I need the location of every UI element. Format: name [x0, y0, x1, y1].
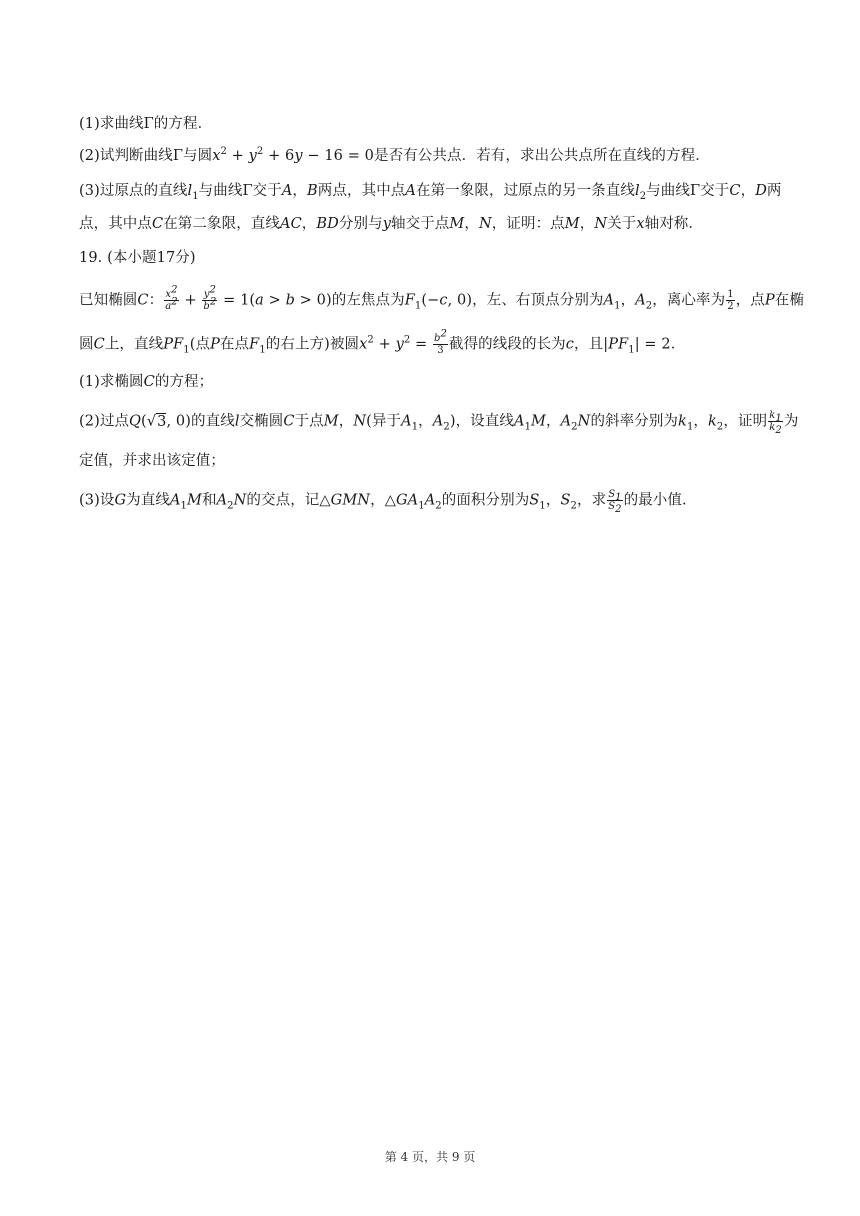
q19-part1: (1)求椭圆C的方程； — [79, 374, 214, 390]
q18-part3-line2: 点，其中点C在第二象限，直线AC，BD分别与y轴交于点M，N，证明：点M，N关于x轴对称． — [79, 216, 704, 232]
q18-part3-line1: (3)过原点的直线$l_1$与曲线Γ交于A，B两点，其中点A在第一象限，过原点的另一条直线$l_2$与曲线Γ交于C，D两 — [79, 183, 782, 202]
q18-part2: (2)试判断曲线Γ与圆$x^2 + y^2 + 6y - 16 = 0$是否有公共点．若有，求出公共点所在直线的方程． — [79, 146, 710, 164]
q19-part2-line1: (2)过点Q(√3, 0)的直线l交椭圆C于点M，N(异于$A_1$，$A_2$)，设直线$A_1M$，$A_2N$的斜率分别为$k_1$，$k_2$，证明 $\frac{k_1}{k_2}$ 为 — [79, 410, 799, 436]
q19-stem-line1: 已知椭圆C： $\frac{x^2}{a^2}$ + $\frac{y^2}{b^2}$ = 1(a > b > 0)的左焦点为$F_1(-c$, 0)，左、右顶点分别为$A_1$，$A_2$，离心率为 $\frac{1}{2}$ ，点P在椭 — [79, 284, 804, 312]
page-footer: 第 4 页，共 9 页 — [384, 1150, 476, 1164]
q18-part1: (1)求曲线Γ的方程． — [79, 116, 213, 132]
q19-heading: 19. (本小题17分) — [79, 250, 196, 266]
q19-stem-line2: 圆C上，直线$PF_1$(点P在点$F_1$的右上方)被圆$x^2 + y^2$ = $\frac{b^2}{3}$ 截得的线段的长为c，且$|PF_1| = 2$． — [79, 328, 686, 356]
q19-part3: (3)设G为直线$A_1M$和$A_2N$的交点，记△GMN，$\triangle GA_1A_2$的面积分别为$S_1$，$S_2$，求 $\frac{S_1}{S_2}$ 的最小值． — [79, 489, 697, 515]
q19-part2-line2: 定值，并求出该定值； — [79, 453, 225, 469]
